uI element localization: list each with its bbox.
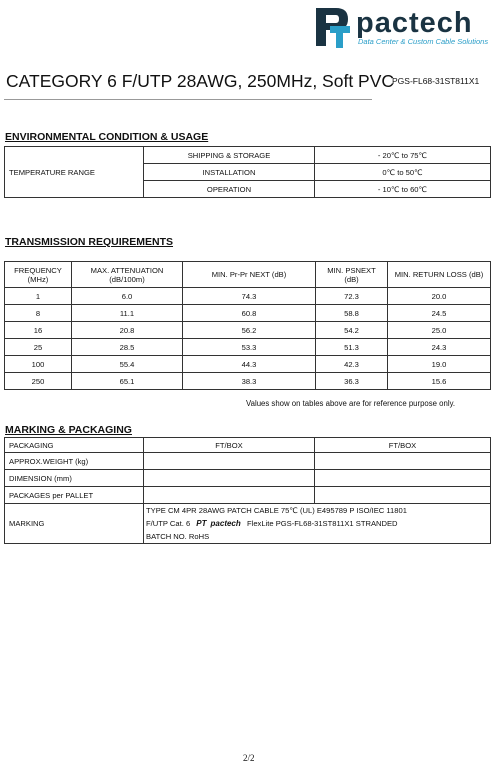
empty-cell — [315, 470, 491, 487]
table-header-row — [5, 262, 491, 288]
transmission-table — [4, 261, 491, 390]
range-cell: - 10℃ to 60℃ — [315, 181, 491, 198]
empty-cell — [144, 470, 315, 487]
table-row — [5, 322, 491, 339]
empty-cell — [144, 453, 315, 470]
table-cell: 55.4 — [72, 356, 183, 373]
marking-line-2-suffix: FlexLite PGS-FL68-31ST811X1 STRANDED — [247, 519, 398, 528]
inline-pactech-logo — [196, 519, 243, 528]
table-cell: 19.0 — [388, 356, 491, 373]
table-cell: 53.3 — [183, 339, 316, 356]
table-cell: 54.2 — [316, 322, 388, 339]
table-cell: 56.2 — [183, 322, 316, 339]
table-cell: 16 — [5, 322, 72, 339]
table-cell: 6.0 — [72, 288, 183, 305]
table-cell: 11.1 — [72, 305, 183, 322]
table-cell: 51.3 — [316, 339, 388, 356]
table-cell: 60.8 — [183, 305, 316, 322]
document-title: CATEGORY 6 F/UTP 28AWG, 250MHz, Soft PVC — [6, 71, 395, 91]
environment-heading: ENVIRONMENTAL CONDITION & USAGE — [5, 131, 209, 143]
table-cell: 74.3 — [183, 288, 316, 305]
marking-line-3: BATCH NO. RoHS — [146, 532, 210, 541]
table-row — [5, 487, 491, 504]
table-row — [5, 470, 491, 487]
weight-label: APPROX.WEIGHT (kg) — [5, 453, 144, 470]
brand-name: pactech — [356, 7, 473, 39]
table-cell: 20.0 — [388, 288, 491, 305]
company-logo — [312, 4, 496, 50]
marking-heading: MARKING & PACKAGING — [5, 424, 132, 436]
part-number: PGS-FL68-31ST811X1 — [392, 76, 480, 86]
table-cell: 58.8 — [316, 305, 388, 322]
transmission-heading: TRANSMISSION REQUIREMENTS — [5, 236, 174, 248]
table-cell: 72.3 — [316, 288, 388, 305]
table-cell: 15.6 — [388, 373, 491, 390]
table-cell: 28.5 — [72, 339, 183, 356]
table-cell: 38.3 — [183, 373, 316, 390]
table-cell: 24.3 — [388, 339, 491, 356]
table-cell: 36.3 — [316, 373, 388, 390]
page-number: 2/2 — [243, 753, 255, 763]
temperature-range-label: TEMPERATURE RANGE — [5, 147, 144, 198]
column-header: MAX. ATTENUATION (dB/100m) — [72, 262, 183, 288]
packaging-label: PACKAGING — [5, 438, 144, 453]
range-cell: 0℃ to 50℃ — [315, 164, 491, 181]
column-header: MIN. Pr-Pr NEXT (dB) — [183, 262, 316, 288]
marking-line-2 — [146, 517, 488, 530]
marking-text — [144, 504, 491, 544]
table-cell: 20.8 — [72, 322, 183, 339]
pactech-logo-icon — [312, 4, 352, 50]
table-row — [5, 356, 491, 373]
table-cell: 44.3 — [183, 356, 316, 373]
table-cell: 42.3 — [316, 356, 388, 373]
range-cell: - 20℃ to 75℃ — [315, 147, 491, 164]
column-header: MIN. RETURN LOSS (dB) — [388, 262, 491, 288]
table-cell: 100 — [5, 356, 72, 373]
table-cell: 65.1 — [72, 373, 183, 390]
marking-line-2-prefix: F/UTP Cat. 6 — [146, 519, 191, 528]
table-row — [5, 438, 491, 453]
table-row — [5, 504, 491, 544]
inline-logo-word: pactech — [210, 519, 241, 528]
title-divider — [4, 99, 372, 100]
table-row — [5, 339, 491, 356]
table-row — [5, 453, 491, 470]
reference-note: Values show on tables above are for reference purpose only. — [246, 399, 456, 408]
table-row — [5, 373, 491, 390]
empty-cell — [315, 487, 491, 504]
condition-cell: OPERATION — [144, 181, 315, 198]
column-header: MIN. PSNEXT (dB) — [316, 262, 388, 288]
marking-line-1: TYPE CM 4PR 28AWG PATCH CABLE 75℃ (UL) E495789 P ISO/IEC 11801 — [146, 506, 407, 515]
inline-logo-mark: PT — [196, 519, 207, 528]
packaging-value: FT/BOX — [144, 438, 315, 453]
condition-cell: SHIPPING & STORAGE — [144, 147, 315, 164]
table-row — [5, 288, 491, 305]
marking-table — [4, 437, 491, 544]
marking-label: MARKING — [5, 504, 144, 544]
dimension-label: DIMENSION (mm) — [5, 470, 144, 487]
brand-tagline: Data Center & Custom Cable Solutions — [358, 37, 489, 46]
pallet-label: PACKAGES per PALLET — [5, 487, 144, 504]
table-cell: 1 — [5, 288, 72, 305]
table-cell: 25 — [5, 339, 72, 356]
table-row — [5, 305, 491, 322]
empty-cell — [144, 487, 315, 504]
environment-table — [4, 146, 491, 198]
column-header: FREQUENCY (MHz) — [5, 262, 72, 288]
empty-cell — [315, 453, 491, 470]
table-cell: 25.0 — [388, 322, 491, 339]
packaging-value: FT/BOX — [315, 438, 491, 453]
table-cell: 8 — [5, 305, 72, 322]
table-cell: 250 — [5, 373, 72, 390]
table-row — [5, 147, 491, 164]
table-cell: 24.5 — [388, 305, 491, 322]
condition-cell: INSTALLATION — [144, 164, 315, 181]
